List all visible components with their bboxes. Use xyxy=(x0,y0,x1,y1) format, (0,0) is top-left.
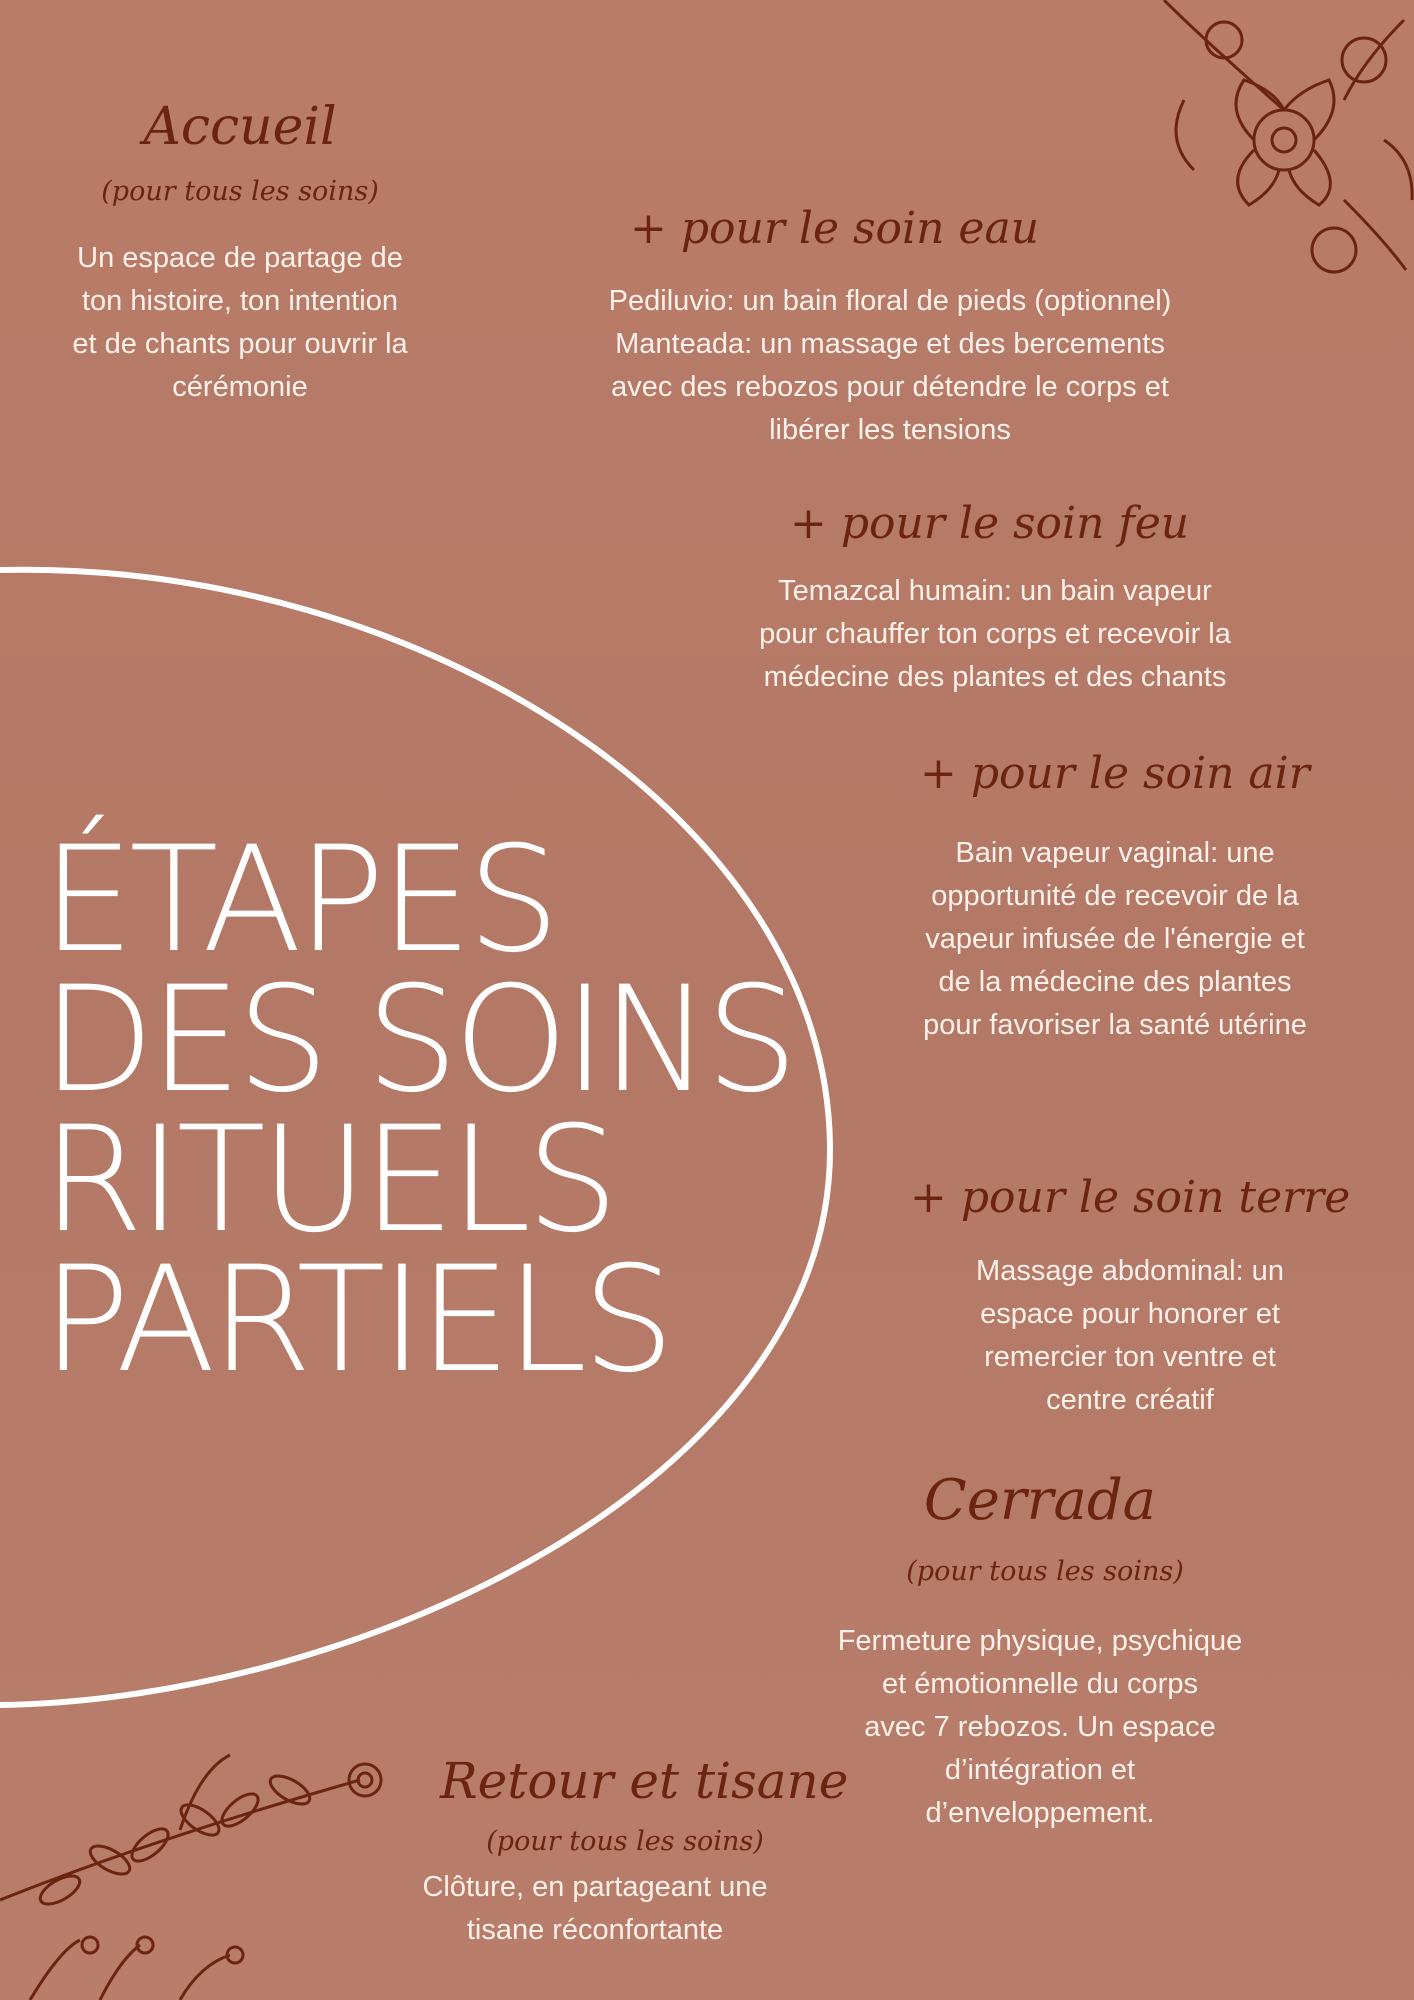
accueil-heading: Accueil xyxy=(143,97,337,157)
cerrada-heading: Cerrada xyxy=(923,1468,1157,1533)
accueil-note: (pour tous les soins) xyxy=(101,176,379,207)
retour-note: (pour tous les soins) xyxy=(486,1826,764,1857)
cerrada-note: (pour tous les soins) xyxy=(906,1556,1184,1587)
page-title: ÉTAPES DES SOINS RITUELS PARTIELS xyxy=(42,815,794,1405)
terre-description: Massage abdominal: un espace pour honorer et remercier ton ventre et centre créatif xyxy=(976,1255,1284,1416)
feu-heading: + pour le soin feu xyxy=(790,498,1190,549)
air-heading: + pour le soin air xyxy=(920,748,1310,799)
floral-branch-bottom-left-icon xyxy=(0,1750,400,2000)
cerrada-description: Fermeture physique, psychique et émotionnelle du corps avec 7 rebozos. Un espace d’intégration et d’enveloppement. xyxy=(837,1625,1243,1829)
air-description: Bain vapeur vaginal: une opportunité de recevoir de la vapeur infusée de l'énergie et de la médecine des plantes pour favoriser la santé utérine xyxy=(923,837,1307,1041)
retour-description: Clôture, en partageant une tisane réconfortante xyxy=(422,1871,768,1946)
eau-description: Pediluvio: un bain floral de pieds (optionnel) Manteada: un massage et des bercements avec des rebozos pour détendre le corps et libérer les tensions xyxy=(608,285,1172,446)
terre-heading: + pour le soin terre xyxy=(910,1172,1351,1223)
retour-heading: Retour et tisane xyxy=(440,1752,849,1810)
floral-illustration-top-right-icon xyxy=(1144,0,1414,300)
eau-heading: + pour le soin eau xyxy=(630,203,1040,254)
accueil-description: Un espace de partage de ton histoire, ton intention et de chants pour ouvrir la cérémonie xyxy=(72,242,408,403)
feu-description: Temazcal humain: un bain vapeur pour chauffer ton corps et recevoir la médecine des plantes et des chants xyxy=(759,575,1231,693)
